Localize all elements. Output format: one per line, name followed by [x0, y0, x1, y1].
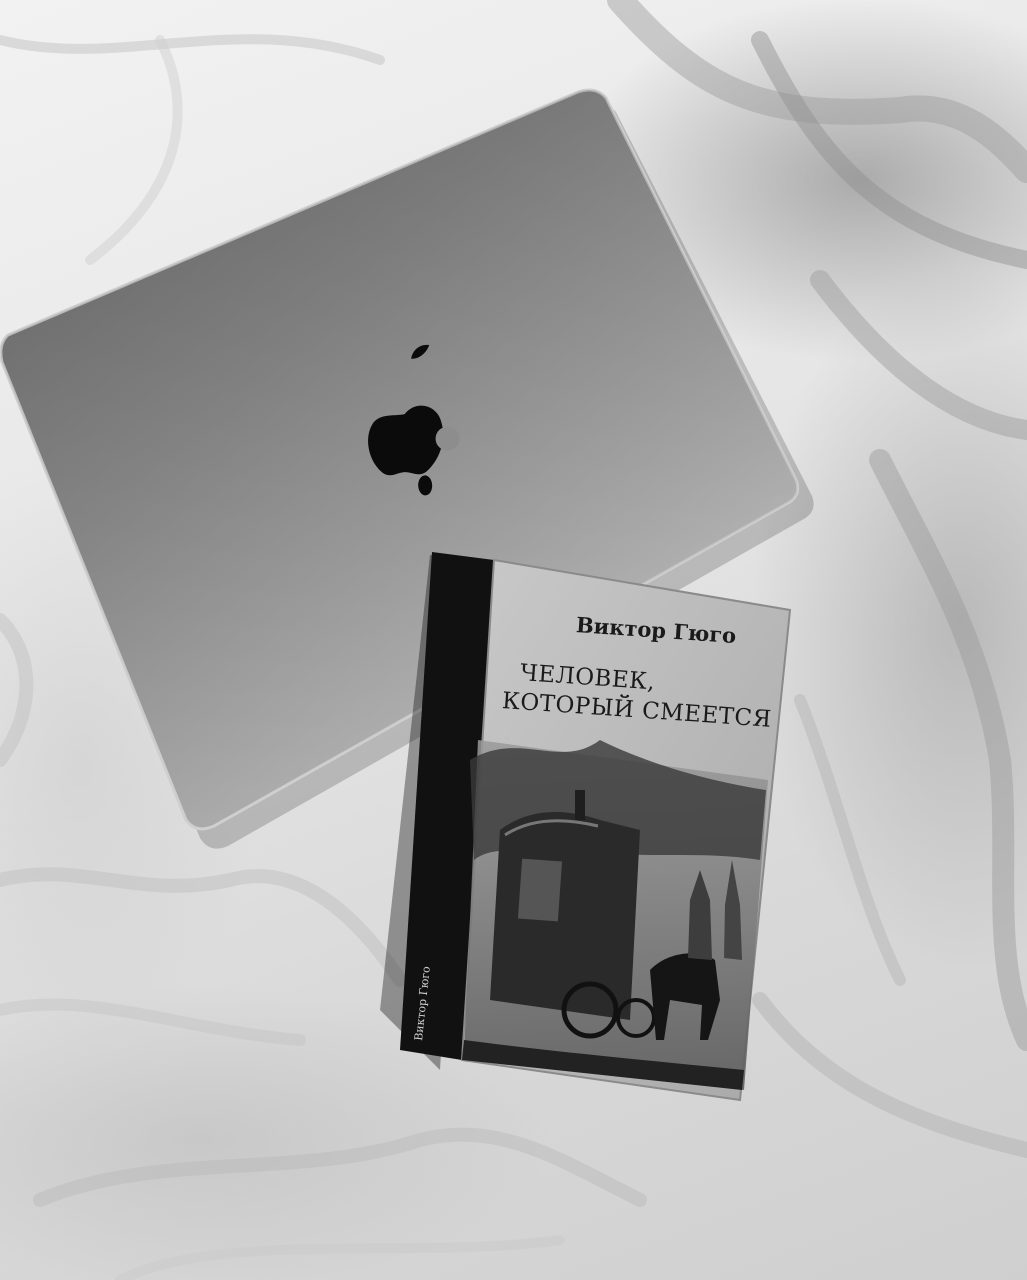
- book-title-line-1: ЧЕЛОВЕК,: [519, 660, 657, 696]
- book-spine-author: Виктор Гюго: [412, 965, 433, 1042]
- cover-illustration: [462, 740, 768, 1090]
- book-title-line-2: КОТОРЫЙ СМЕЕТСЯ: [501, 688, 773, 733]
- book-author: Виктор Гюго: [575, 612, 738, 649]
